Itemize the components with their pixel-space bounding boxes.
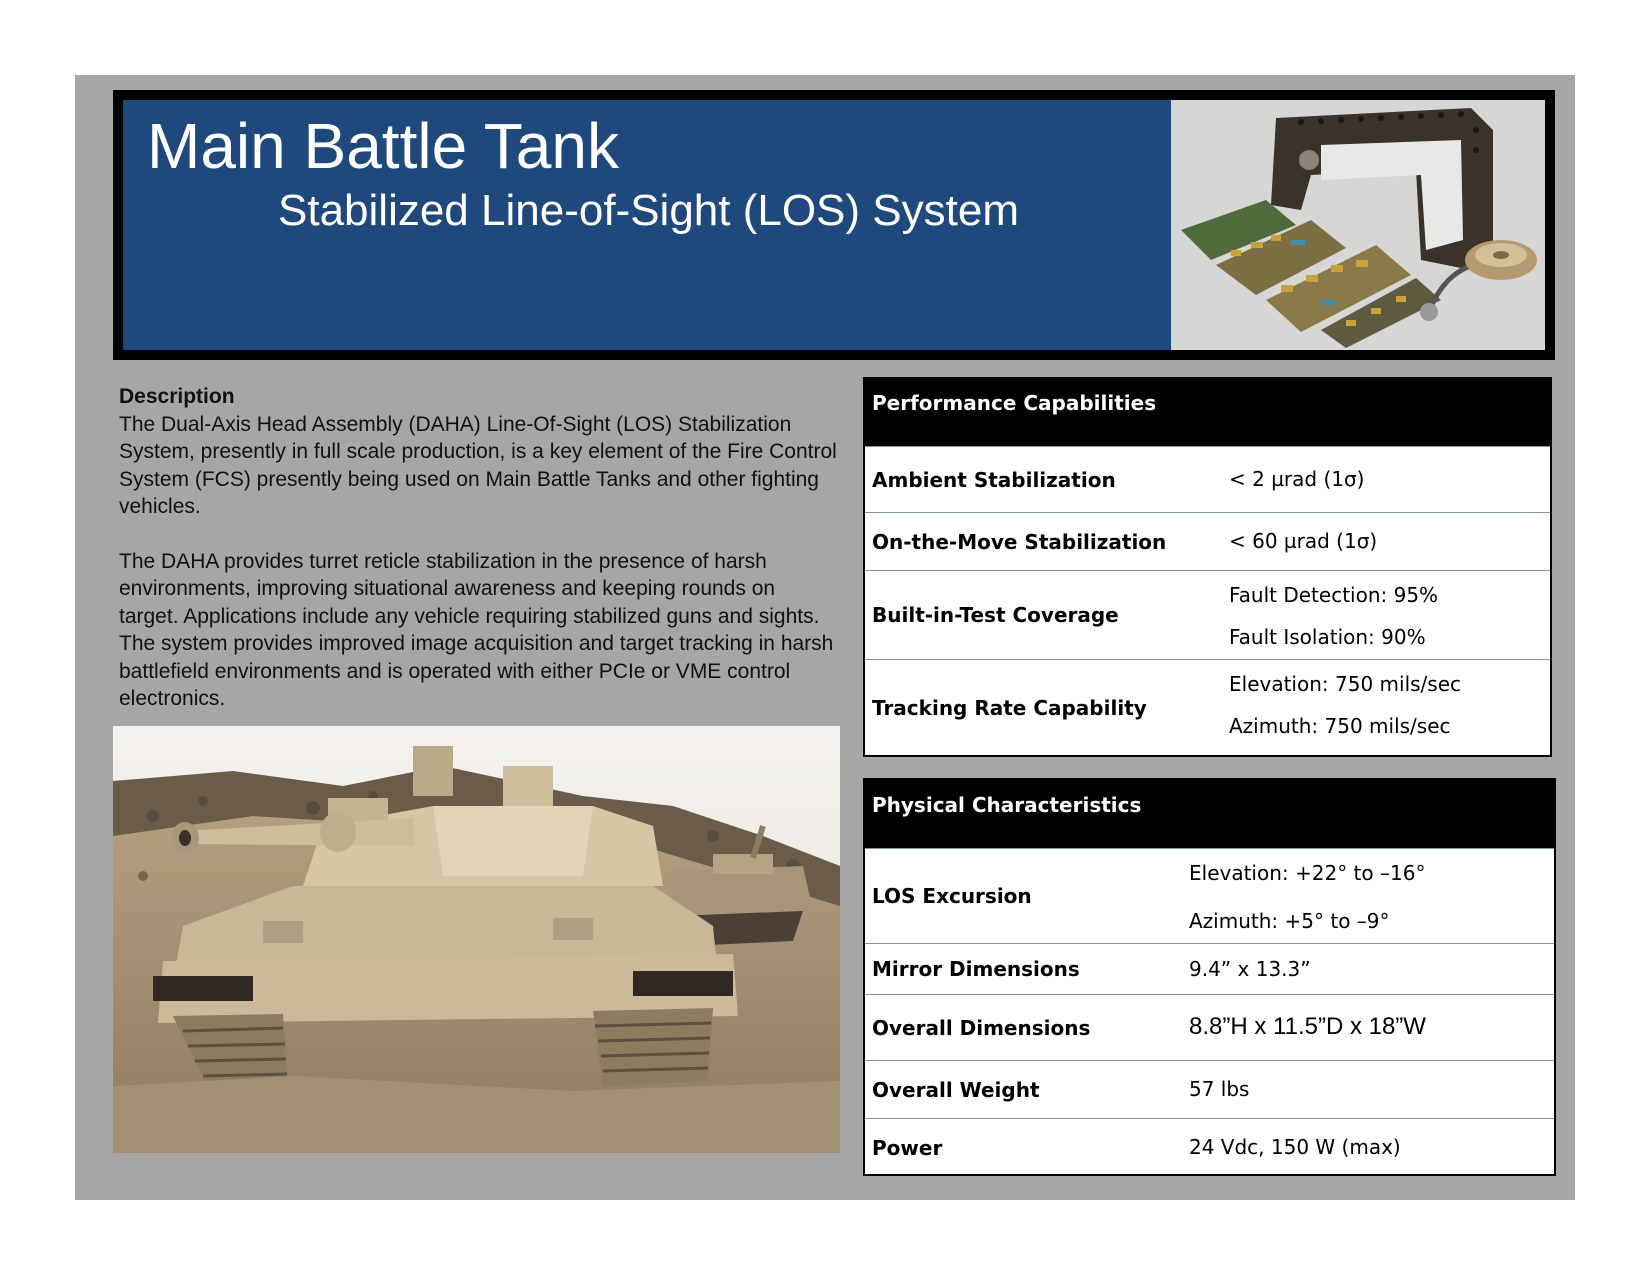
table-row [865, 446, 1550, 512]
description-section [119, 383, 839, 713]
row-label: Mirror Dimensions [872, 957, 1080, 981]
table-row [865, 1118, 1554, 1176]
header-banner [113, 90, 1555, 360]
row-label: Tracking Rate Capability [872, 695, 1147, 720]
row-value: Azimuth: +5° to –9° [1189, 909, 1390, 933]
page-title: Main Battle Tank [147, 110, 619, 182]
page-subtitle: Stabilized Line-of-Sight (LOS) System [278, 186, 1019, 235]
row-value: Fault Detection: 95% [1229, 583, 1439, 607]
performance-capabilities-table [863, 377, 1552, 757]
row-value: Azimuth: 750 mils/sec [1229, 714, 1451, 738]
description-heading: Description [119, 385, 235, 408]
table-row [865, 1060, 1554, 1118]
description-paragraph-1: The Dual-Axis Head Assembly (DAHA) Line-Of-Sight (LOS) Stabilization System, presently in full scale production, is a key element of the Fire Control System (FCS) presently being used on Main Battle Tanks and other fighting vehicles. [119, 412, 837, 518]
table-row [865, 659, 1550, 755]
row-label: Overall Weight [872, 1077, 1040, 1102]
table-row [865, 570, 1550, 659]
daha-hardware-photo [1171, 100, 1545, 350]
row-value: Elevation: 750 mils/sec [1229, 672, 1462, 696]
row-label: Ambient Stabilization [872, 467, 1116, 492]
title-panel [123, 100, 1171, 350]
row-value: Fault Isolation: 90% [1229, 625, 1426, 649]
row-label: Overall Dimensions [872, 1015, 1091, 1040]
table-row [865, 943, 1554, 994]
physical-table-heading: Physical Characteristics [865, 780, 1554, 848]
row-value: 24 Vdc, 150 W (max) [1189, 1135, 1401, 1159]
table-row [865, 512, 1550, 570]
row-label: LOS Excursion [872, 884, 1032, 908]
row-value: Elevation: +22° to –16° [1189, 861, 1426, 885]
row-value: < 2 µrad (1σ) [1229, 467, 1365, 491]
table-row [865, 994, 1554, 1060]
row-value: 9.4” x 13.3” [1189, 957, 1311, 981]
row-value: 57 lbs [1189, 1077, 1250, 1101]
description-paragraph-2: The DAHA provides turret reticle stabilization in the presence of harsh environments, improving situational awareness and keeping rounds on target. Applications include any vehicle requiring stabilized guns and sights. The system provides improved image acquisition and target tracking in harsh battlefield environments and is operated with either PCIe or VME control electronics. [119, 549, 834, 710]
tank-photo [113, 726, 840, 1153]
table-row [865, 848, 1554, 943]
physical-characteristics-table [863, 778, 1556, 1176]
row-value: < 60 µrad (1σ) [1229, 529, 1378, 553]
performance-table-heading: Performance Capabilities [865, 379, 1550, 446]
row-label: Built-in-Test Coverage [872, 603, 1119, 627]
row-label: On-the-Move Stabilization [872, 529, 1167, 554]
row-label: Power [872, 1135, 943, 1160]
row-value: 8.8”H x 11.5”D x 18”W [1189, 1013, 1426, 1040]
